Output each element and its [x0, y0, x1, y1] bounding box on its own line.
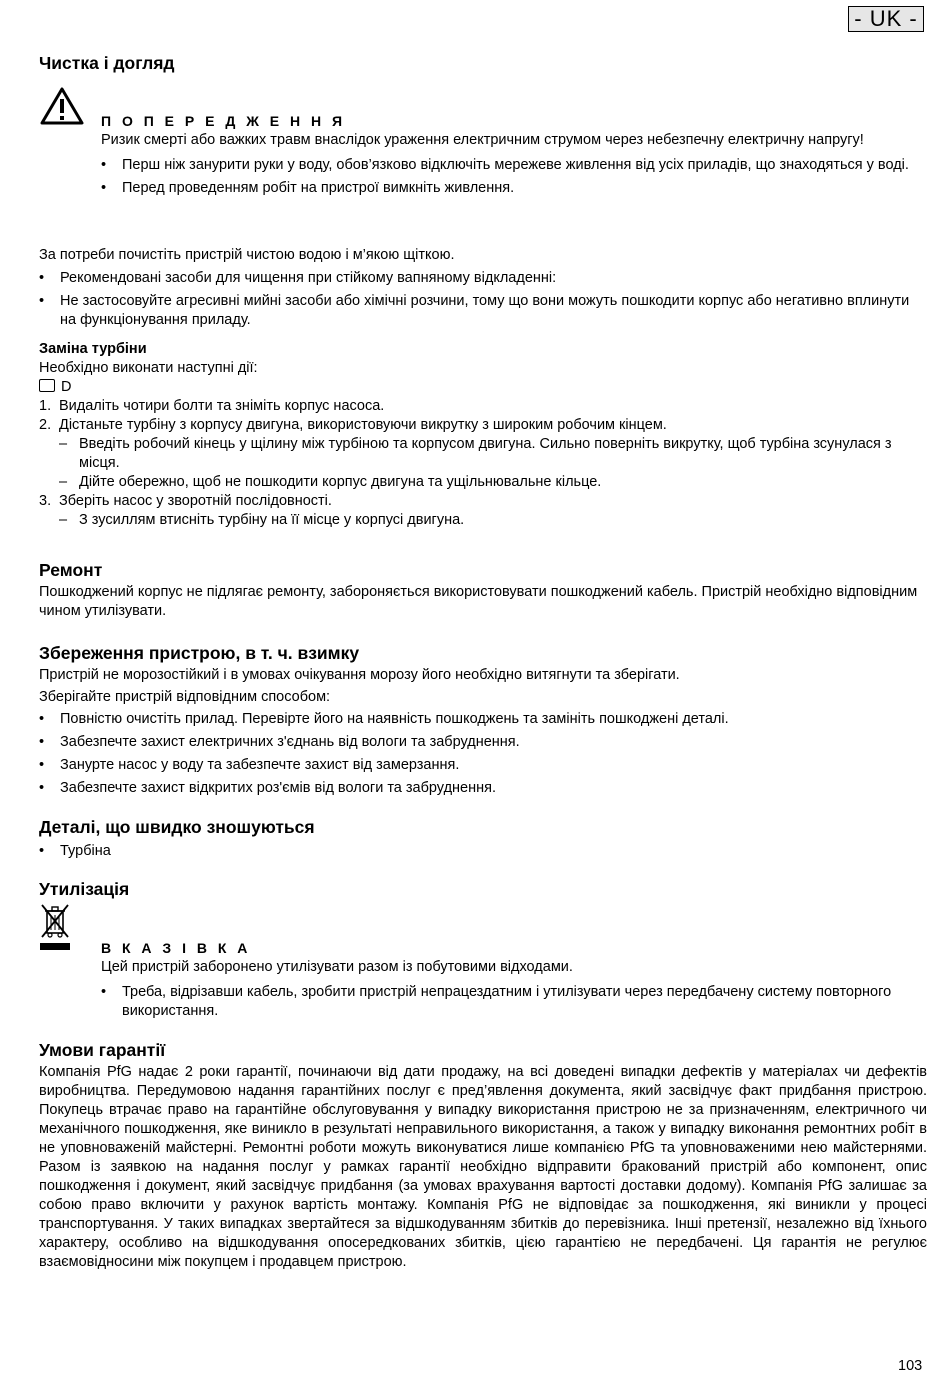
cleaning-heading: Чистка і догляд [39, 53, 175, 73]
step-number: 1. [39, 398, 52, 414]
storage-body [39, 666, 927, 802]
step-substeps [39, 435, 927, 492]
warranty-body [39, 1063, 927, 1272]
substep-item: – Дійте обережно, щоб не пошкодити корпус двигуна та ущільнювальне кільце. [39, 473, 927, 492]
warning-text: Ризик смерті або важких травм внаслідок ураження електричним струмом через небезпечну електричну напругу! [101, 132, 864, 148]
warranty-text: Компанія PfG надає 2 роки гарантії, починаючи від дати продажу, на всі доведені випадки дефектів у матеріалах чи дефектів виробництва. Передумовою надання гарантійних послуг є пред’явлення документа, який засвідчує факт придбання пристрою. Покупець втрачає право на гарантійне обслуговування у випадку використання пристрою не за призначенням, електричного чи механічного пошкодження, яке виникло в результаті неправильного використання, а також у випадку виконання ремонтних робіт в не уповноваженій майстерні. Ремонтні роботи можуть виконуватися лише компанією PfG та уповноваженими нею майстернями. Разом із заявкою на надання послуг у рамках гарантії необхідно відправити бракований пристрій або компонент, опис пошкодження і документ, який засвідчує придбання (за умовах врахування вартості доставки додому). Компанія PfG залишає за собою право включити у рахунок вартість монтажу. Компанія PfG не відповідає за пошкодження, які виникли у процесі транспортування. У таких випадках звертайтеся за відшкодуванням збитків до перевізника. Інші претензії, незалежно від їхнього характеру, особливо на відшкодування опосередкованих збитків, цією гарантією не передбачені. Ця гарантія не регулює взаємовідносини між покупцем і продавцем пристрою. [39, 1064, 927, 1270]
storage-heading: Збереження пристрою, в т. ч. взимку [39, 643, 360, 663]
list-item: • Рекомендовані засоби для чищення при стійкому вапняному відкладенні: [39, 269, 927, 288]
wee-bin-icon [39, 903, 71, 951]
substep-item: – Введіть робочий кінець у щілину між турбіною та корпусом двигуна. Сильно поверніть викрутку, щоб турбіна зсунулася з місця. [39, 435, 927, 473]
repair-body [39, 583, 927, 621]
wear-parts-list [39, 842, 927, 861]
cleaning-list [39, 269, 927, 330]
disposal-note [101, 939, 927, 1025]
note-title: В К А З І В К А [101, 940, 251, 956]
cleaning-intro: За потреби почистіть пристрій чистою водою і м’якою щіткою. [39, 247, 455, 263]
list-item: • Забезпечте захист відкритих роз'ємів від вологи та забруднення. [39, 779, 927, 798]
storage-text: Пристрій не морозостійкий і в умовах очікування морозу його необхідно витягнути та зберігати. [39, 667, 680, 683]
list-item: • Треба, відрізавши кабель, зробити пристрій непрацездатним і утилізувати через передбачену систему повторного використання. [101, 983, 927, 1021]
page-number: 103 [898, 1358, 923, 1374]
list-item: • Забезпечте захист електричних з'єднань від вологи та забруднення. [39, 733, 927, 752]
warning-list [101, 156, 927, 198]
repair-heading: Ремонт [39, 560, 103, 580]
list-item: • Перш ніж занурити руки у воду, обов’язково відключіть мережеве живлення від усіх приладів, що знаходяться у воді. [101, 156, 927, 175]
figure-label: D [61, 379, 72, 395]
warning-icon [39, 86, 85, 126]
note-list [101, 983, 927, 1021]
language-badge: - UK - [848, 6, 924, 32]
step-item [39, 416, 927, 435]
wear-parts-body [39, 842, 927, 865]
step-item [39, 492, 927, 511]
warning-box [101, 112, 927, 202]
list-item: • Занурте насос у воду та забезпечте захист від замерзання. [39, 756, 927, 775]
step-substeps [39, 511, 927, 530]
turbine-steps [39, 397, 927, 435]
storage-list [39, 710, 927, 798]
turbine-heading: Заміна турбіни [39, 341, 147, 357]
list-item: • Повністю очистіть прилад. Перевірте його на наявність пошкоджень та замініть пошкоджені деталі. [39, 710, 927, 729]
cleaning-body [39, 246, 927, 334]
step-number: 3. [39, 493, 52, 509]
warning-title: П О П Е Р Е Д Ж Е Н Н Я [101, 113, 346, 129]
substep-item: – З зусиллям втисніть турбіну на її місце у корпусі двигуна. [39, 511, 927, 530]
repair-text: Пошкоджений корпус не підлягає ремонту, забороняється використовувати пошкоджений кабель. Пристрій необхідно відповідним чином утилізувати. [39, 584, 918, 619]
step-item [39, 397, 927, 416]
figure-reference [39, 378, 927, 397]
warranty-heading: Умови гарантії [39, 1040, 166, 1060]
figure-icon [39, 379, 55, 392]
turbine-steps-cont [39, 492, 927, 511]
step-text: Дістаньте турбіну з корпусу двигуна, використовуючи викрутку з широким робочим кінцем. [59, 417, 667, 433]
disposal-heading: Утилізація [39, 879, 130, 899]
step-text: Видаліть чотири болти та зніміть корпус насоса. [59, 398, 385, 414]
note-text: Цей пристрій заборонено утилізувати разом із побутовими відходами. [101, 959, 573, 975]
list-item: • Не застосовуйте агресивні мийні засоби або хімічні розчини, тому що вони можуть пошкодити корпус або негативно вплинути на функціонування приладу. [39, 292, 927, 330]
step-number: 2. [39, 417, 52, 433]
turbine-section [39, 340, 927, 530]
storage-text: Зберігайте пристрій відповідним способом: [39, 689, 331, 705]
list-item: • Перед проведенням робіт на пристрої вимкніть живлення. [101, 179, 927, 198]
list-item: • Турбіна [39, 842, 927, 861]
turbine-intro: Необхідно виконати наступні дії: [39, 360, 258, 376]
step-text: Зберіть насос у зворотній послідовності. [59, 493, 332, 509]
wear-parts-heading: Деталі, що швидко зношуються [39, 817, 315, 837]
